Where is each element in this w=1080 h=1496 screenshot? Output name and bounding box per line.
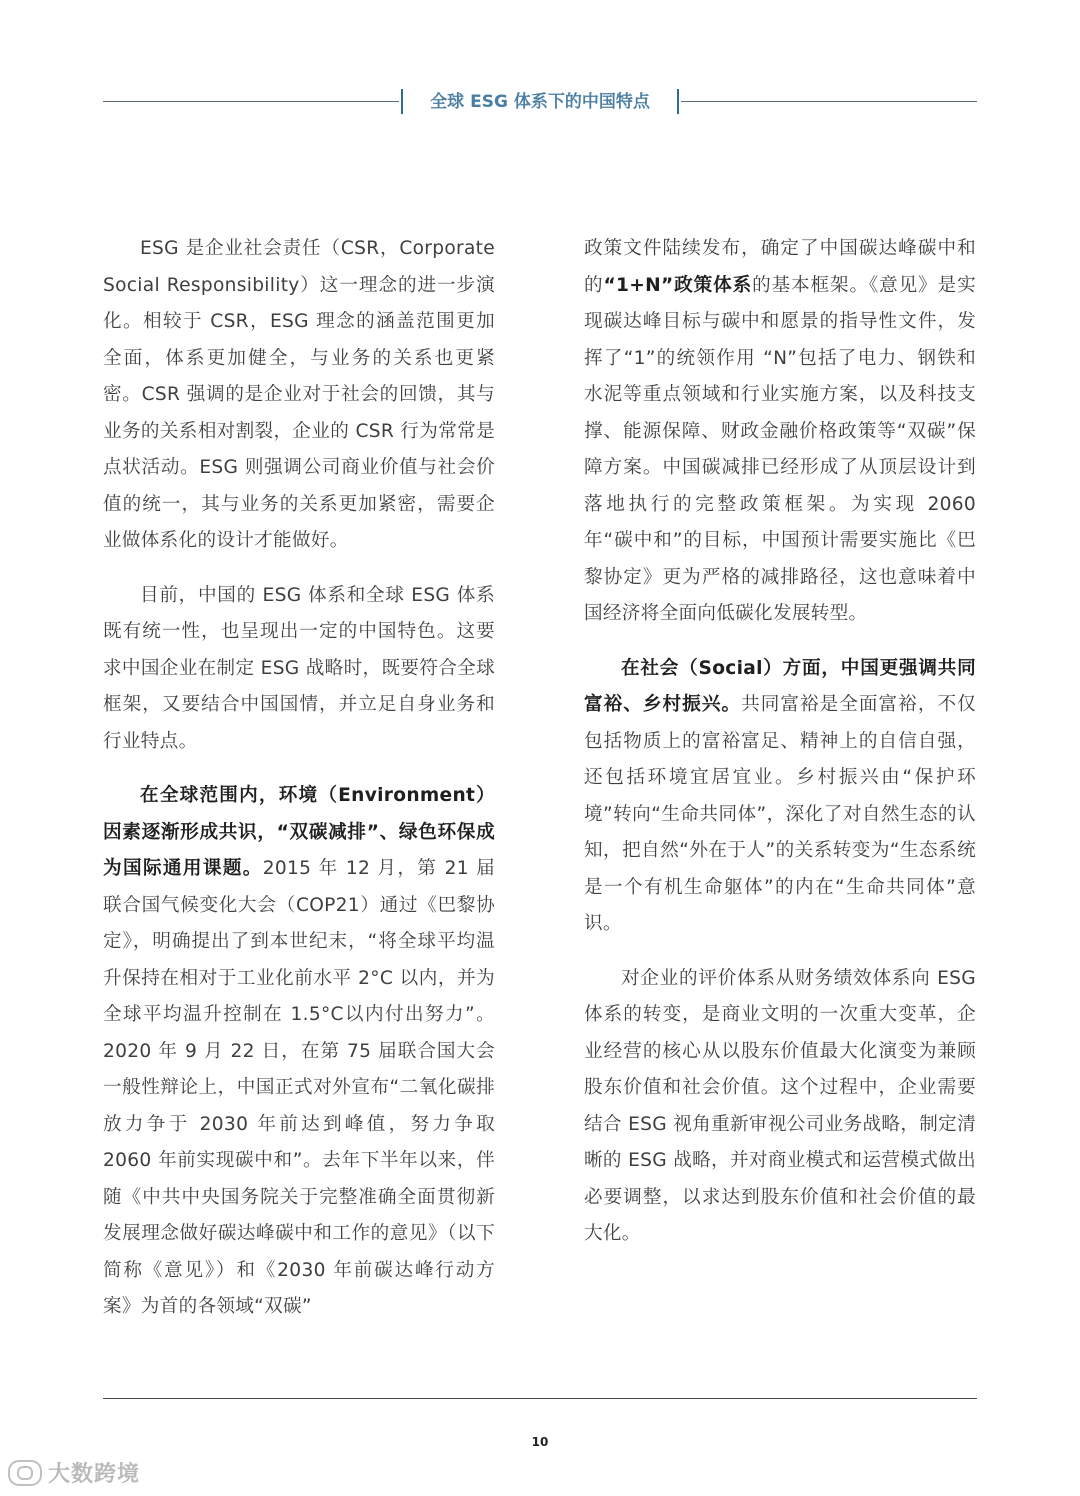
policy-system-highlight: “1+N”政策体系	[603, 274, 753, 296]
paragraph-environment	[103, 778, 495, 1326]
page-number: 10	[531, 1435, 549, 1449]
environment-heading: 在全球范围内，环境（Environment）因素逐渐形成共识，“双碳减排”、绿色环保成为国际通用课题。	[103, 785, 495, 879]
header-tick-left	[401, 89, 403, 114]
header-tick-right	[677, 89, 679, 114]
header-title: 全球 ESG 体系下的中国特点	[430, 92, 650, 112]
watermark-logo-icon	[8, 1460, 42, 1486]
policy-text-b: 的基本框架。《意见》是实现碳达峰目标与碳中和愿景的指导性文件，发挥了“1”的统领作用 “N”包括了电力、钢铁和水泥等重点领域和行业实施方案，以及科技支撑、能源保障、财政金融价格政策等“双碳”保障方案。中国碳减排已经形成了从顶层设计到落地执行的完整政策框架。为实现 2060 年“碳中和”的目标，中国预计需要实施比《巴黎协定》更为严格的减排路径，这也意味着中国经济将全面向低碳化发展转型。	[584, 274, 976, 624]
paragraph-china-esg: 目前，中国的 ESG 体系和全球 ESG 体系既有统一性，也呈现出一定的中国特色。这要求中国企业在制定 ESG 战略时，既要符合全球框架，又要结合中国国情，并立足自身业务和行业特点。	[103, 584, 495, 752]
footer-rule	[103, 1398, 977, 1399]
social-text: 共同富裕是全面富裕，不仅包括物质上的富裕富足、精神上的自信自强，还包括环境宜居宜业。乡村振兴由“保护环境”转向“生命共同体”，深化了对自然生态的认知，把自然“外在于人”的关系转变为“生态系统是一个有机生命躯体”的内在“生命共同体”意识。	[584, 694, 976, 934]
watermark	[8, 1457, 140, 1488]
header-rule-right	[681, 101, 977, 102]
header-rule-left	[103, 101, 399, 102]
left-column	[103, 231, 495, 1344]
paragraph-social	[584, 651, 976, 943]
paragraph-esg-evolution: ESG 是企业社会责任（CSR，Corporate Social Responsibility）这一理念的进一步演化。相较于 CSR，ESG 理念的涵盖范围更加全面，体系更加健全，与业务的关系也更紧密。CSR 强调的是企业对于社会的回馈，其与业务的关系相对割裂，企业的 CSR 行为常常是点状活动。ESG 则强调公司商业价值与社会价值的统一，其与业务的关系更加紧密，需要企业做体系化的设计才能做好。	[103, 238, 495, 551]
policy-text-a: 政策文件陆续发布，确定了中国碳达峰碳中和的	[584, 238, 976, 296]
watermark-text: 大数跨境	[48, 1462, 141, 1487]
social-heading: 在社会（Social）方面，中国更强调共同富裕、乡村振兴。	[584, 657, 976, 715]
paragraph-evaluation-shift: 对企业的评价体系从财务绩效体系向 ESG 体系的转变，是商业文明的一次重大变革，企业经营的核心从以股东价值最大化演变为兼顾股东价值和社会价值。这个过程中，企业需要结合 ESG 视角重新审视公司业务战略，制定清晰的 ESG 战略，并对商业模式和运营模式做出必要调整，以求达到股东价值和社会价值的最大化。	[584, 967, 976, 1244]
paragraph-policy-continued	[584, 231, 976, 633]
environment-text: 2015 年 12 月，第 21 届联合国气候变化大会（COP21）通过《巴黎协定》，明确提出了到本世纪末，“将全球平均温升保持在相对于工业化前水平 2°C 以内，并为全球平均温升控制在 1.5°C以内付出努力”。2020 年 9 月 22 日，在第 75 届联合国大会一般性辩论上，中国正式对外宣布“二氧化碳排放力争于 2030 年前达到峰值，努力争取 2060 年前实现碳中和”。去年下半年以来，伴随《中共中央国务院关于完整准确全面贯彻新发展理念做好碳达峰碳中和工作的意见》（以下简称《意见》）和《2030 年前碳达峰行动方案》为首的各领域“双碳”	[103, 858, 496, 1317]
right-column	[584, 231, 976, 1271]
